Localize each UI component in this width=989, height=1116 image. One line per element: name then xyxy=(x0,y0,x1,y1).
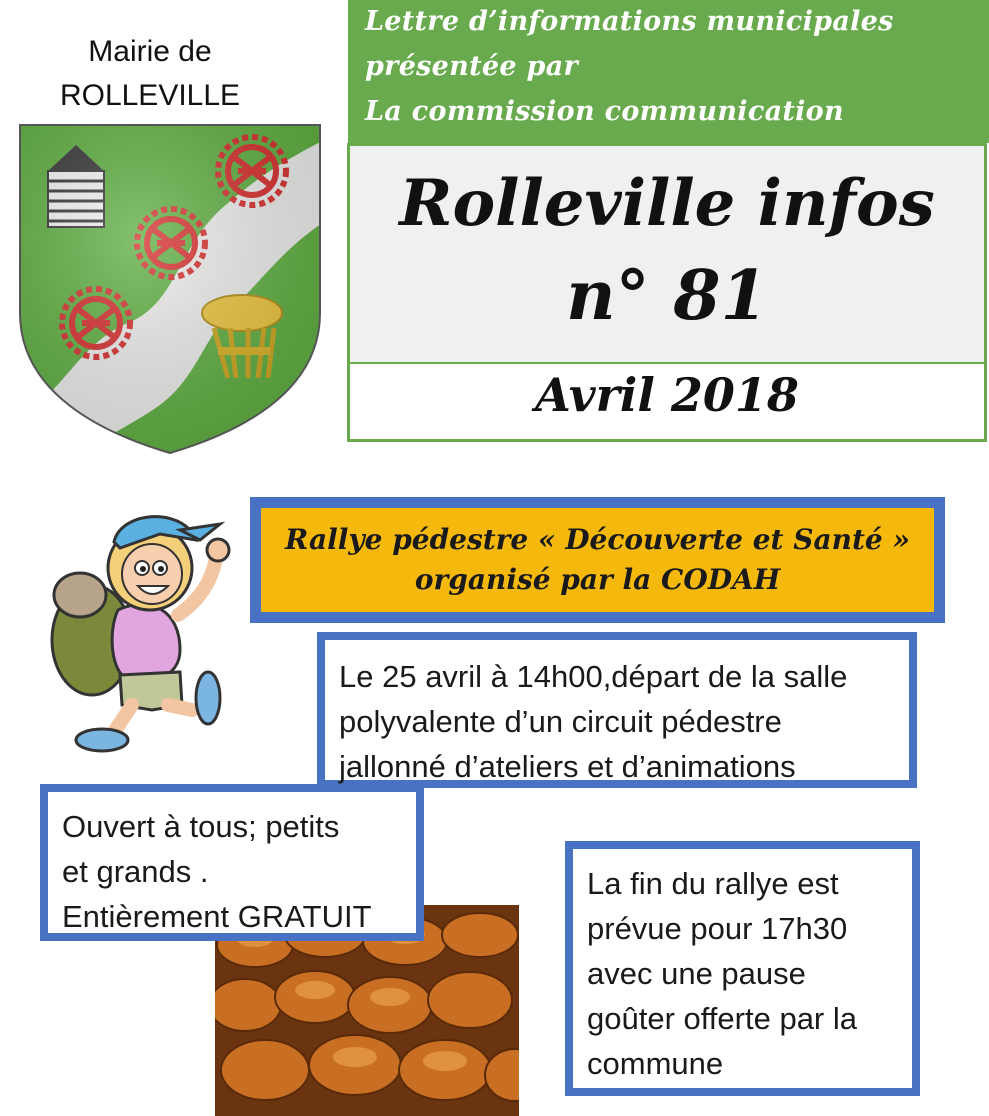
issue-date: Avril 2018 xyxy=(535,368,799,422)
end-info-line: commune xyxy=(587,1046,724,1081)
banner-line-3: La commission communication xyxy=(365,96,844,127)
open-to-all-line: Ouvert à tous; petits xyxy=(62,809,340,844)
start-info-line: polyvalente d’un circuit pédestre xyxy=(339,704,782,739)
end-info-box xyxy=(565,841,920,1096)
rallye-organizer: organisé par la CODAH xyxy=(414,563,781,596)
open-to-all-box xyxy=(40,784,424,941)
start-info-line: jallonné d’ateliers et d’animations xyxy=(339,749,796,784)
end-info-line: avec une pause xyxy=(587,956,806,991)
start-info-line: Le 25 avril à 14h00,départ de la salle xyxy=(339,659,848,694)
hiker-cartoon xyxy=(40,500,235,758)
rallye-banner xyxy=(250,497,945,623)
mairie-line2: ROLLEVILLE xyxy=(59,79,241,112)
title-box xyxy=(347,143,987,442)
open-to-all-line: Entièrement GRATUIT xyxy=(62,899,372,934)
coat-of-arms-icon xyxy=(18,123,322,455)
issue-number: n° 81 xyxy=(566,256,768,336)
end-info-line: La fin du rallye est xyxy=(587,866,839,901)
start-info-box xyxy=(317,632,917,788)
mairie-label xyxy=(20,30,280,118)
banner-line-2: présentée par xyxy=(365,51,579,82)
newsletter-banner xyxy=(348,0,989,143)
newsletter-title: Rolleville infos xyxy=(399,166,935,241)
rallye-panel xyxy=(261,508,934,612)
end-info-line: prévue pour 17h30 xyxy=(587,911,848,946)
mairie-line1: Mairie de xyxy=(88,35,212,68)
banner-line-1: Lettre d’informations municipales xyxy=(365,6,894,37)
rallye-title: Rallye pédestre « Découverte et Santé » xyxy=(285,523,910,556)
end-info-line: goûter offerte par la xyxy=(587,1001,857,1036)
open-to-all-line: et grands . xyxy=(62,854,209,889)
title-panel xyxy=(350,146,984,364)
